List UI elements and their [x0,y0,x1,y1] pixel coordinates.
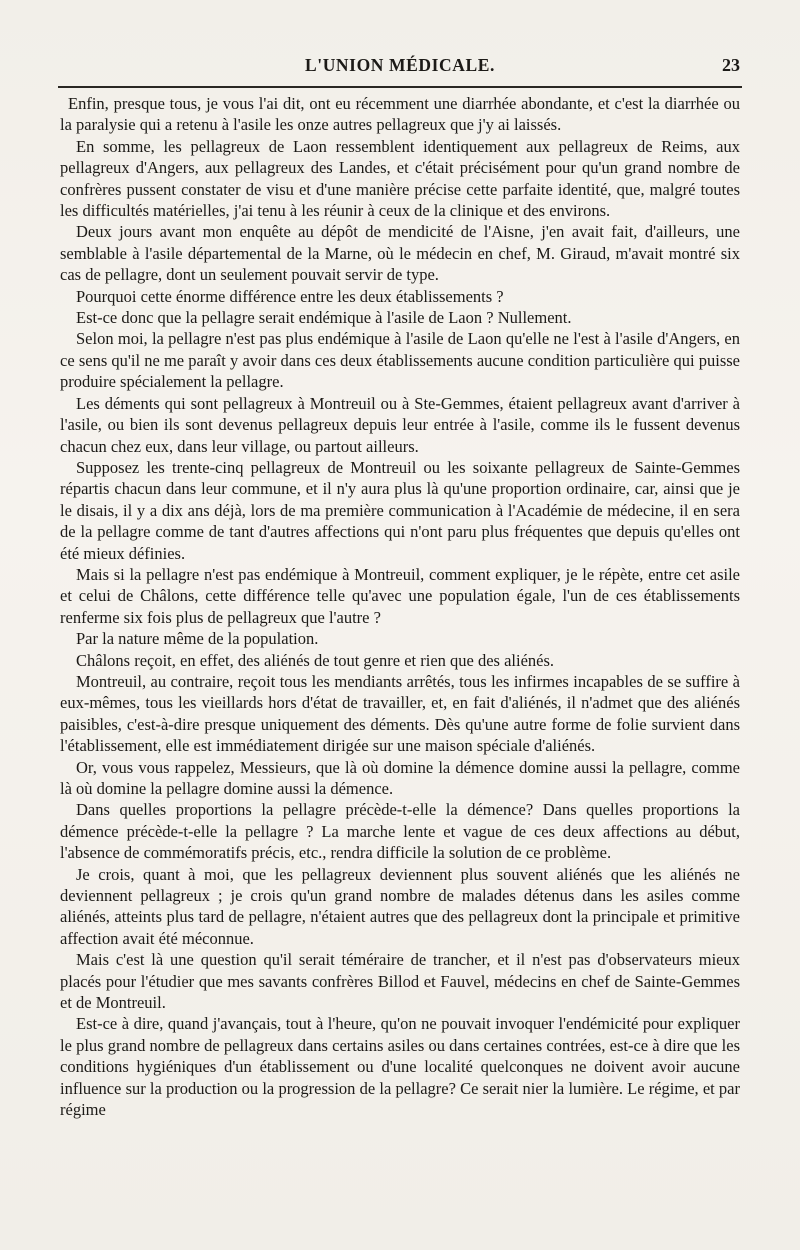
paragraph: Est-ce donc que la pellagre serait endémique à l'asile de Laon ? Nullement. [76,308,572,328]
page-header [60,55,740,85]
paragraph: Mais c'est là une question qu'il serait téméraire de trancher, et il n'est pas d'observateurs mieux placés pour l'étudier que mes savants confrères Billod et Fauvel, médecins en chef de Sainte-Gemmes et de Montreuil. [60,950,740,1013]
running-title: L'UNION MÉDICALE. [304,55,496,75]
paragraph: Dans quelles proportions la pellagre précède-t-elle la démence? Dans quelles proportions la démence précède-t-elle la pellagre ? La marche lente et vague de ces deux affections au début, l'absence de commémoratifs précis, etc., rendra difficile la solution de ce problème. [60,800,740,863]
paragraph: Montreuil, au contraire, reçoit tous les mendiants arrêtés, tous les infirmes incapables de se suffire à eux-mêmes, tous les vieillards hors d'état de travailler, et, en fait d'aliénés, il n'admet que des aliénés paisibles, c'est-à-dire presque uniquement des déments. Dès qu'une autre forme de folie survient dans l'établissement, elle est immédiatement dirigée sur une maison spéciale d'aliénés. [60,671,740,756]
header-rule [58,86,742,88]
paragraph: En somme, les pellagreux de Laon ressemblent identiquement aux pellagreux de Reims, aux pellagreux d'Angers, aux pellagreux des Landes, et c'était précisément pour qu'un grand nombre de confrères pussent constater de visu et d'une manière précise cette parfaite identité, que, malgré toutes les difficultés matérielles, j'ai tenu à les réunir à ceux de la clinique et des environs. [60,136,740,221]
paragraph: Or, vous vous rappelez, Messieurs, que là où domine la démence domine aussi la pellagre, comme là où domine la pellagre domine aussi la démence. [60,757,740,798]
paragraph: Par la nature même de la population. [76,629,319,649]
paragraph: Deux jours avant mon enquête au dépôt de mendicité de l'Aisne, j'en avait fait, d'ailleurs, une semblable à l'asile départemental de la Marne, où le médecin en chef, M. Giraud, m'avait montré six cas de pellagre, dont un seulement pouvait servir de type. [60,222,740,285]
paragraph: Les déments qui sont pellagreux à Montreuil ou à Ste-Gemmes, étaient pellagreux avant d'arriver à l'asile, ou bien ils sont devenus pellagreux depuis leur entrée à l'asile, comme ils le fussent devenus chacun chez eux, dans leur village, ou partout ailleurs. [60,393,740,456]
paragraph: Enfin, presque tous, je vous l'ai dit, ont eu récemment une diarrhée abondante, et c'est la diarrhée ou la paralysie qui a retenu à l'asile les onze autres pellagreux que j'y ai laissés. [60,94,740,135]
paragraph: Châlons reçoit, en effet, des aliénés de tout genre et rien que des aliénés. [76,650,555,670]
body-text [60,93,740,1121]
paragraph: Pourquoi cette énorme différence entre les deux établissements ? [76,286,504,306]
paragraph: Supposez les trente-cinq pellagreux de Montreuil ou les soixante pellagreux de Sainte-Gemmes répartis chacun dans leur commune, et il n'y aura plus là qu'une proportion ordinaire, car, ainsi que je le disais, il y a dix ans déjà, lors de ma première communication à l'Académie de médecine, il en sera de la pellagre comme de tant d'autres affections qui n'ont paru plus fréquentes que depuis qu'elles ont été mieux définies. [60,457,740,563]
paragraph: Je crois, quant à moi, que les pellagreux deviennent plus souvent aliénés que les aliénés ne deviennent pellagreux ; je crois qu'un grand nombre de malades détenus dans les asiles comme aliénés, atteints plus tard de pellagre, n'étaient autres que des pellagreux dont la principale et primitive affection avait été méconnue. [60,864,740,948]
paragraph: Mais si la pellagre n'est pas endémique à Montreuil, comment expliquer, je le répète, entre cet asile et celui de Châlons, cette différence telle qu'avec une population égale, l'un de ces établissements renferme six fois plus de pellagreux que l'autre ? [60,564,740,627]
paragraph: Est-ce à dire, quand j'avançais, tout à l'heure, qu'on ne pouvait invoquer l'endémicité pour expliquer le plus grand nombre de pellagreux dans certains asiles ou dans certaines contrées, est-ce à dire que les conditions hygiéniques d'un établissement ou d'une localité quelconques ne doivent avoir aucune influence sur la production ou la progression de la pellagre? Ce serait nier la lumière. Le régime, et par régime [60,1014,740,1120]
paragraph: Selon moi, la pellagre n'est pas plus endémique à l'asile de Laon qu'elle ne l'est à l'asile d'Angers, en ce sens qu'il ne me paraît y avoir dans ces deux établissements aucune condition particulière qui puisse produire spécialement la pellagre. [60,329,740,392]
page-number: 23 [722,55,740,75]
